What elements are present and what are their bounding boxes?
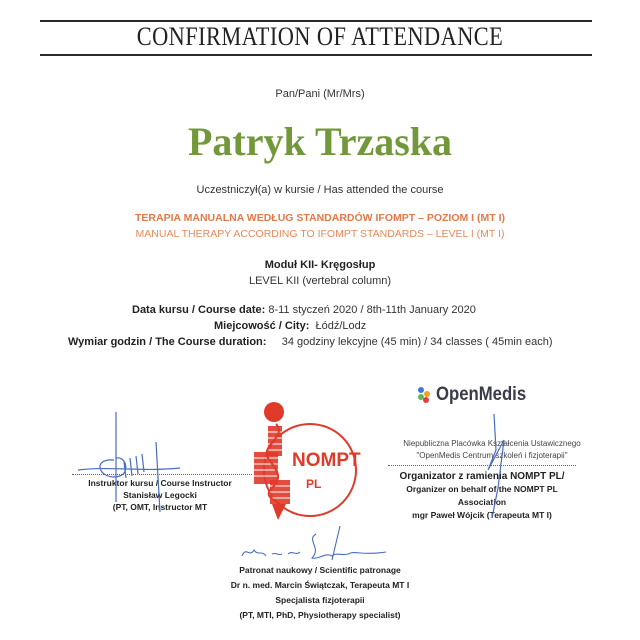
instructor-role: Instruktor kursu / Course Instructor [88,478,232,488]
organizer-signature-line [388,465,576,466]
nompt-pl-text: PL [306,477,322,491]
nompt-logo-icon [254,396,378,526]
city-value: Łódź/Lodz [315,320,367,332]
document-title: CONFIRMATION OF ATTENDANCE [136,22,504,51]
instructor-credentials: (PT, OMT, Instructor MT [112,502,208,512]
city-label: Miejcowość / City: [214,320,310,332]
patronage-role: Patronat naukowy / Scientific patronage [239,565,401,575]
patronage-signature [236,526,396,566]
duration-row [68,336,553,348]
openmedis-logo [418,384,538,406]
instructor-block [60,477,260,513]
title-bottom-rule [40,54,592,56]
course-date-row [132,304,476,316]
duration-label: Wymiar godzin / The Course duration: [68,336,267,348]
patronage-name: Dr n. med. Marcin Świątczak, Terapeuta MT I [230,580,410,590]
organizer-institution [382,438,602,462]
patronage-specialty: Specjalista fizjoterapii [275,595,365,605]
organizer-block [382,470,582,522]
course-title-pl: TERAPIA MANUALNA WEDŁUG STANDARDÓW IFOMPT – POZIOM I (MT I) [135,212,505,224]
attended-text: Uczestniczył(a) w kursie / Has attended the course [196,184,444,196]
patronage-block [190,563,450,623]
salutation: Pan/Pani (Mr/Mrs) [275,88,365,100]
organizer-role-line1: Organizator z ramienia NOMPT PL/ [399,471,565,482]
openmedis-dots-icon [418,387,432,403]
institution-line2: "OpenMedis Centrum szkoleń i fizjoterapii" [416,451,568,460]
nompt-text: NOMPT [292,450,361,471]
participant-name: Patryk Trzaska [187,119,453,164]
openmedis-wordmark: OpenMedis [436,384,527,405]
patronage-credentials: (PT, MTI, PhD, Physiotherapy specialist) [239,610,401,620]
organizer-name: mgr Paweł Wójcik (Terapeuta MT I) [412,510,552,520]
institution-line1: Niepubliczna Placówka Kształcenia Ustawicznego [403,439,581,448]
course-date-label: Data kursu / Course date: [132,304,266,316]
module-en: LEVEL KII (vertebral column) [248,275,392,287]
instructor-name: Stanisław Legocki [123,490,197,500]
course-date-value: 8-11 styczeń 2020 / 8th-11th January 2020 [268,304,476,316]
instructor-signature-line [72,474,252,475]
city-row [214,320,366,332]
course-title-en: MANUAL THERAPY ACCORDING TO IFOMPT STANDARDS – LEVEL I (MT I) [135,228,505,240]
organizer-role-line3: Association [457,497,507,507]
organizer-role-line2: Organizer on behalf of the NOMPT PL [406,484,558,494]
module-pl: Moduł KII- Kręgosłup [264,259,376,271]
duration-value: 34 godziny lekcyjne (45 min) / 34 classes ( 45min each) [281,336,553,348]
